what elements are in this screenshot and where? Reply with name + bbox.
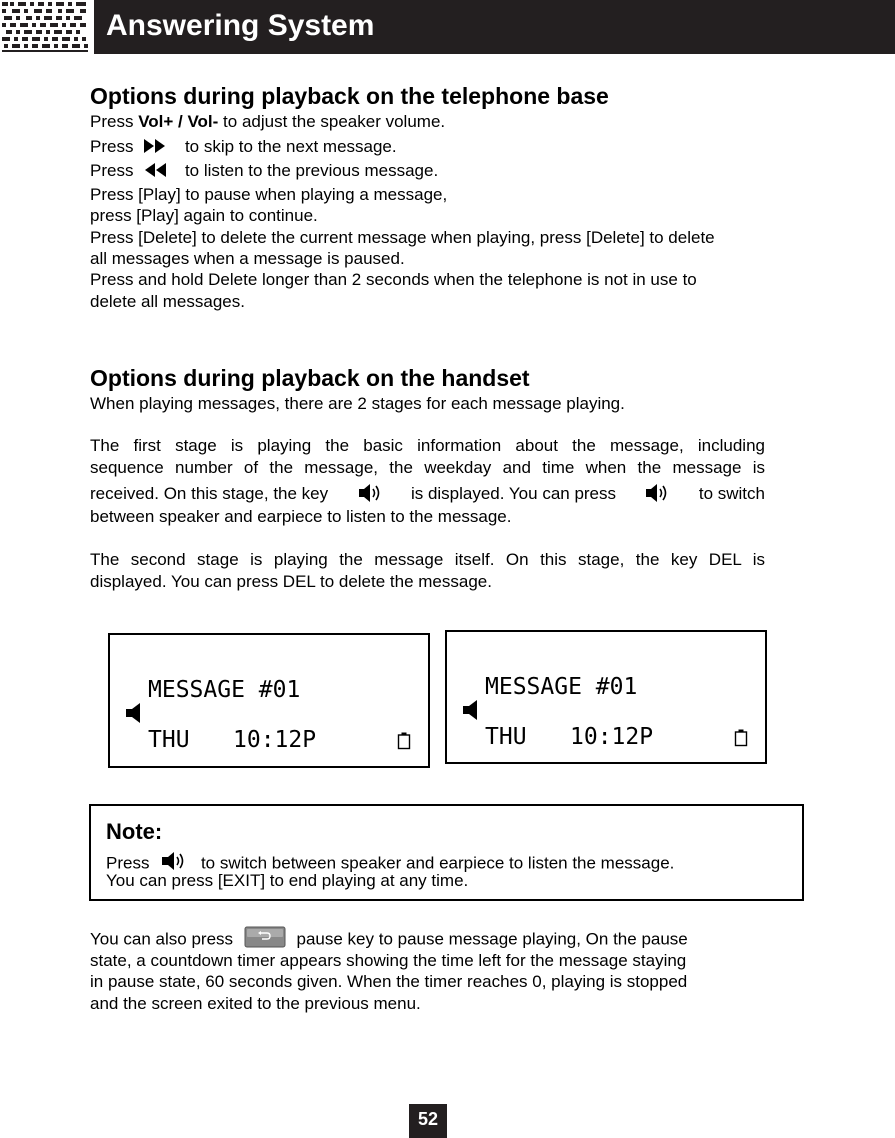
note-title: Note:	[106, 819, 163, 844]
pause-line-2: state, a countdown timer appears showing the time left for the message staying	[90, 951, 687, 970]
page-title: Answering System	[106, 9, 375, 42]
section-title-base: Options during playback on the telephone base	[90, 83, 609, 109]
delete-line-2: all messages when a message is paused.	[90, 249, 405, 268]
prev-pre: Press	[90, 161, 134, 180]
section-title-handset: Options during playback on the handset	[90, 365, 530, 391]
stage1-line-3a: received. On this stage, the key	[90, 483, 329, 503]
qr-code-icon	[0, 0, 90, 54]
handset-intro: When playing messages, there are 2 stages for each message playing.	[90, 394, 625, 413]
vol-pre: Press	[90, 112, 139, 131]
speaker-icon	[357, 481, 383, 505]
pause-line-1-pre: You can also press	[90, 929, 234, 949]
battery-icon	[397, 732, 411, 750]
stage2-line-2: displayed. You can press DEL to delete the message.	[90, 572, 492, 591]
speaker-icon	[461, 698, 481, 722]
lcd-screen-stage1	[108, 633, 430, 768]
speaker-icon	[644, 481, 670, 505]
page-number: 52	[409, 1104, 447, 1138]
note-line-2: You can press [EXIT] to end playing at any time.	[106, 871, 469, 890]
stage1-line-4: between speaker and earpiece to listen to the message.	[90, 507, 512, 526]
hold-line-1: Press and hold Delete longer than 2 seconds when the telephone is not in use to	[90, 270, 697, 289]
delete-line-1: Press [Delete] to delete the current message when playing, press [Delete] to delete	[90, 228, 715, 247]
stage1-line-3b: is displayed. You can press	[410, 483, 617, 503]
back-key-icon	[244, 926, 286, 948]
stage2-line-1: The second stage is playing the message itself. On this stage, the key DEL is	[90, 550, 765, 569]
lcd-message-label: MESSAGE #01	[485, 674, 638, 700]
fast-forward-icon	[142, 137, 174, 155]
play-line-1: Press [Play] to pause when playing a message,	[90, 185, 448, 204]
lcd-day: THU	[148, 727, 190, 753]
pause-line-1-post: pause key to pause message playing, On the pause	[296, 929, 688, 949]
header-title-bar	[94, 0, 895, 54]
speaker-icon	[124, 701, 144, 725]
pause-line-4: and the screen exited to the previous menu.	[90, 994, 421, 1013]
prev-instruction	[90, 160, 438, 183]
vol-instruction	[90, 111, 445, 132]
hold-line-2: delete all messages.	[90, 292, 245, 311]
note-line-1-post: to switch between speaker and earpiece to listen the message.	[200, 853, 675, 873]
skip-pre: Press	[90, 137, 134, 156]
stage1-line-3	[90, 481, 765, 505]
note-box	[89, 804, 804, 901]
lcd-time: 10:12P	[570, 724, 654, 750]
lcd-screen-stage2	[445, 630, 767, 764]
battery-icon	[734, 729, 748, 747]
pause-line-3: in pause state, 60 seconds given. When the timer reaches 0, playing is stopped	[90, 972, 688, 991]
page-header	[0, 0, 895, 54]
stage1-line-1: The first stage is playing the basic information about the message, including	[90, 436, 765, 455]
stage1-line-2: sequence number of the message, the weekday and time when the message is	[90, 458, 765, 477]
vol-post: to adjust the speaker volume.	[218, 112, 446, 131]
play-line-2: press [Play] again to continue.	[90, 206, 318, 225]
lcd-time: 10:12P	[233, 727, 317, 753]
skip-post: to skip to the next message.	[184, 137, 397, 156]
vol-key: Vol+ / Vol-	[138, 112, 219, 131]
prev-post: to listen to the previous message.	[184, 161, 439, 180]
rewind-icon	[142, 161, 174, 179]
stage1-line-3c: to switch	[698, 483, 765, 503]
skip-instruction	[90, 136, 397, 159]
note-line-1-pre: Press	[106, 853, 150, 873]
lcd-message-label: MESSAGE #01	[148, 677, 301, 703]
lcd-day: THU	[485, 724, 527, 750]
